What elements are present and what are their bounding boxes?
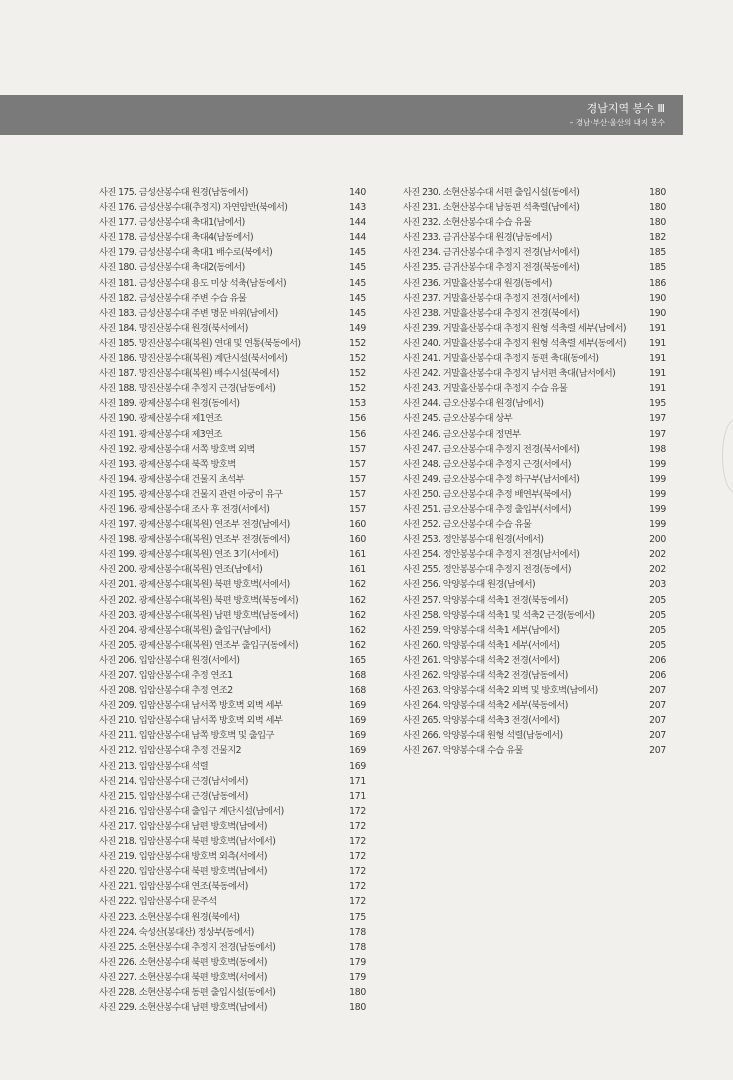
photo-index-entry bbox=[99, 547, 366, 562]
photo-caption: 사진 210. 입암산봉수대 남서쪽 방호벽 외벽 세부 bbox=[99, 715, 283, 727]
photo-index-entry bbox=[403, 608, 666, 623]
photo-index-entry bbox=[99, 306, 366, 321]
page-number: 165 bbox=[349, 654, 366, 666]
page-number: 180 bbox=[649, 202, 666, 214]
photo-caption: 사진 261. 악양봉수대 석축2 전경(서에서) bbox=[403, 654, 560, 666]
page-number: 162 bbox=[349, 609, 366, 621]
section-title: 경남지역 봉수 Ⅲ bbox=[586, 102, 665, 115]
photo-index-entry bbox=[403, 728, 666, 743]
photo-index-entry bbox=[99, 487, 366, 502]
page-number: 205 bbox=[649, 609, 666, 621]
photo-caption: 사진 230. 소현산봉수대 서편 출입시설(동에서) bbox=[403, 187, 580, 198]
page-number: 205 bbox=[649, 624, 666, 636]
photo-caption: 사진 182. 금성산봉수대 주변 수습 유물 bbox=[99, 292, 247, 304]
page-number: 171 bbox=[349, 775, 366, 787]
page-number: 207 bbox=[649, 715, 666, 727]
photo-caption: 사진 222. 입암산봉수대 문주석 bbox=[99, 896, 217, 908]
photo-index-entry bbox=[99, 185, 366, 200]
photo-index-entry bbox=[403, 200, 666, 215]
photo-caption: 사진 204. 광제산봉수대(복원) 출입구(남에서) bbox=[99, 624, 271, 636]
page-number: 199 bbox=[649, 519, 666, 531]
photo-index-entry bbox=[403, 517, 666, 532]
photo-caption: 사진 233. 금귀산봉수대 원경(남동에서) bbox=[403, 232, 552, 244]
page-number: 207 bbox=[649, 745, 666, 757]
photo-index-entry bbox=[403, 185, 666, 200]
photo-caption: 사진 186. 망진산봉수대(복원) 계단시설(북서에서) bbox=[99, 353, 288, 365]
photo-index-entry bbox=[99, 245, 366, 260]
photo-caption: 사진 225. 소현산봉수대 추정지 전경(남동에서) bbox=[99, 941, 276, 953]
photo-caption: 사진 185. 망진산봉수대(복원) 연대 및 연통(북동에서) bbox=[99, 337, 301, 349]
photo-index-entry bbox=[403, 698, 666, 713]
photo-index-entry bbox=[99, 789, 366, 804]
photo-caption: 사진 223. 소현산봉수대 원경(북에서) bbox=[99, 911, 240, 923]
photo-caption: 사진 262. 악양봉수대 석축2 전경(남동에서) bbox=[403, 670, 568, 681]
photo-index-entry bbox=[99, 925, 366, 940]
photo-index-entry bbox=[403, 577, 666, 592]
page-number: 152 bbox=[349, 337, 366, 349]
photo-index-entry bbox=[99, 653, 366, 668]
page-number: 207 bbox=[649, 685, 666, 697]
photo-index-entry bbox=[99, 743, 366, 758]
photo-caption: 사진 203. 광제산봉수대(복원) 남편 방호벽(남동에서) bbox=[99, 609, 299, 621]
photo-index-entry bbox=[99, 351, 366, 366]
page-number: 195 bbox=[649, 398, 666, 410]
photo-caption: 사진 180. 금성산봉수대 축대2(동에서) bbox=[99, 262, 245, 274]
photo-index-entry bbox=[403, 623, 666, 638]
photo-index-entry bbox=[403, 442, 666, 457]
page-number: 206 bbox=[649, 654, 666, 666]
photo-caption: 사진 244. 금오산봉수대 원경(남에서) bbox=[403, 398, 544, 410]
page-number: 180 bbox=[349, 1002, 366, 1014]
photo-caption: 사진 175. 금성산봉수대 원경(남동에서) bbox=[99, 187, 248, 198]
page-number: 180 bbox=[649, 217, 666, 229]
photo-caption: 사진 181. 금성산봉수대 용도 미상 석축(남동에서) bbox=[99, 277, 286, 289]
photo-index-entry bbox=[403, 562, 666, 577]
photo-caption: 사진 229. 소현산봉수대 남편 방호벽(남에서) bbox=[99, 1002, 267, 1014]
page-number: 168 bbox=[349, 685, 366, 697]
page-number: 179 bbox=[349, 971, 366, 983]
page-number: 172 bbox=[349, 836, 366, 848]
page-number: 169 bbox=[349, 745, 366, 757]
page-number: 157 bbox=[349, 443, 366, 455]
page-number: 169 bbox=[349, 730, 366, 742]
photo-caption: 사진 212. 입암산봉수대 추정 건물지2 bbox=[99, 745, 241, 757]
photo-caption: 사진 191. 광제산봉수대 제3연조 bbox=[99, 428, 222, 440]
page-number: 157 bbox=[349, 503, 366, 515]
photo-caption: 사진 248. 금오산봉수대 추정지 근경(서에서) bbox=[403, 458, 571, 470]
photo-index-entry bbox=[403, 457, 666, 472]
photo-index-entry bbox=[403, 291, 666, 306]
page-number: 157 bbox=[349, 488, 366, 500]
photo-caption: 사진 217. 입암산봉수대 남편 방호벽(남에서) bbox=[99, 820, 267, 832]
photo-caption: 사진 187. 망진산봉수대(복원) 배수시설(북에서) bbox=[99, 368, 279, 380]
photo-index-entry bbox=[99, 321, 366, 336]
page-number: 185 bbox=[649, 262, 666, 274]
photo-index-entry bbox=[99, 819, 366, 834]
page-number: 157 bbox=[349, 473, 366, 485]
page-number: 185 bbox=[649, 247, 666, 259]
page-number: 198 bbox=[649, 443, 666, 455]
page-number: 205 bbox=[649, 594, 666, 606]
page-number: 156 bbox=[349, 428, 366, 440]
page-number: 199 bbox=[649, 458, 666, 470]
photo-caption: 사진 243. 거말흘산봉수대 추정지 수습 유물 bbox=[403, 383, 568, 395]
photo-caption: 사진 199. 광제산봉수대(복원) 연조 3기(서에서) bbox=[99, 549, 279, 561]
photo-index-entry bbox=[403, 336, 666, 351]
photo-caption: 사진 184. 망진산봉수대 원경(북서에서) bbox=[99, 322, 248, 334]
photo-caption: 사진 195. 광제산봉수대 건물지 관련 아궁이 유구 bbox=[99, 488, 283, 500]
photo-caption: 사진 267. 악양봉수대 수습 유물 bbox=[403, 745, 523, 757]
photo-caption: 사진 198. 광제산봉수대(복원) 연조부 전경(동에서) bbox=[99, 534, 290, 546]
page-number: 199 bbox=[649, 503, 666, 515]
photo-caption: 사진 218. 입암산봉수대 북편 방호벽(남서에서) bbox=[99, 836, 276, 848]
page-number: 179 bbox=[349, 956, 366, 968]
photo-index-entry bbox=[99, 638, 366, 653]
photo-caption: 사진 237. 거말흘산봉수대 추정지 전경(서에서) bbox=[403, 292, 580, 304]
photo-index-entry bbox=[99, 411, 366, 426]
photo-index-entry bbox=[99, 864, 366, 879]
photo-caption: 사진 251. 금오산봉수대 추정 출입부(서에서) bbox=[403, 503, 571, 515]
photo-index-entry bbox=[99, 276, 366, 291]
photo-caption: 사진 246. 금오산봉수대 정면부 bbox=[403, 428, 521, 440]
photo-caption: 사진 247. 금오산봉수대 추정지 전경(북서에서) bbox=[403, 443, 580, 455]
photo-index-entry bbox=[99, 985, 366, 1000]
photo-index-entry bbox=[99, 608, 366, 623]
photo-index-entry bbox=[99, 683, 366, 698]
photo-index-entry bbox=[403, 547, 666, 562]
photo-index-entry bbox=[99, 427, 366, 442]
page-number: 168 bbox=[349, 670, 366, 681]
photo-index-entry bbox=[99, 517, 366, 532]
photo-index-entry bbox=[99, 260, 366, 275]
photo-caption: 사진 213. 입암산봉수대 석렬 bbox=[99, 760, 209, 772]
page-number: 206 bbox=[649, 670, 666, 681]
photo-index-entry bbox=[403, 411, 666, 426]
photo-caption: 사진 219. 입암산봉수대 방호벽 외측(서에서) bbox=[99, 851, 267, 863]
photo-caption: 사진 228. 소현산봉수대 동편 출입시설(동에서) bbox=[99, 986, 276, 998]
photo-caption: 사진 227. 소현산봉수대 북편 방호벽(서에서) bbox=[99, 971, 267, 983]
photo-caption: 사진 226. 소현산봉수대 북편 방호벽(동에서) bbox=[99, 956, 267, 968]
page-number: 160 bbox=[349, 519, 366, 531]
page-number: 162 bbox=[349, 594, 366, 606]
photo-caption: 사진 201. 광제산봉수대(복원) 북편 방호벽(서에서) bbox=[99, 579, 290, 591]
photo-index-entry bbox=[99, 955, 366, 970]
photo-caption: 사진 232. 소현산봉수대 수습 유물 bbox=[403, 217, 532, 229]
photo-index-entry bbox=[403, 638, 666, 653]
page-number: 145 bbox=[349, 277, 366, 289]
photo-index-entry bbox=[99, 728, 366, 743]
photo-caption: 사진 239. 거말흘산봉수대 추정지 원형 석축렬 세부(남에서) bbox=[403, 322, 626, 334]
photo-caption: 사진 188. 망진산봉수대 추정지 근경(남동에서) bbox=[99, 383, 276, 395]
photo-index-entry bbox=[403, 276, 666, 291]
page-number: 178 bbox=[349, 926, 366, 938]
photo-index-entry bbox=[99, 457, 366, 472]
photo-index-entry bbox=[403, 532, 666, 547]
page-number: 162 bbox=[349, 579, 366, 591]
page-number: 190 bbox=[649, 307, 666, 319]
photo-caption: 사진 254. 정안봉봉수대 추정지 전경(남서에서) bbox=[403, 549, 580, 561]
photo-caption: 사진 189. 광제산봉수대 원경(동에서) bbox=[99, 398, 240, 410]
photo-index-entry bbox=[99, 336, 366, 351]
page-number: 161 bbox=[349, 564, 366, 576]
photo-index-entry bbox=[403, 743, 666, 758]
photo-index-entry bbox=[99, 532, 366, 547]
photo-caption: 사진 183. 금성산봉수대 주변 명문 바위(남에서) bbox=[99, 307, 278, 319]
photo-index-entry bbox=[403, 668, 666, 683]
page-number: 161 bbox=[349, 549, 366, 561]
photo-index-entry bbox=[99, 804, 366, 819]
photo-caption: 사진 197. 광제산봉수대(복원) 연조부 전경(남에서) bbox=[99, 519, 290, 531]
page-number: 145 bbox=[349, 262, 366, 274]
photo-caption: 사진 209. 입암산봉수대 남서쪽 방호벽 외벽 세부 bbox=[99, 700, 283, 712]
photo-index-entry bbox=[99, 562, 366, 577]
page-number: 162 bbox=[349, 639, 366, 651]
photo-caption: 사진 220. 입암산봉수대 북편 방호벽(남에서) bbox=[99, 866, 267, 878]
photo-caption: 사진 242. 거말흘산봉수대 추정지 남서편 축대(남서에서) bbox=[403, 368, 616, 380]
photo-index-entry bbox=[403, 230, 666, 245]
page-number: 152 bbox=[349, 353, 366, 365]
page-number: 169 bbox=[349, 760, 366, 772]
photo-index-entry bbox=[403, 351, 666, 366]
photo-caption: 사진 214. 입암산봉수대 근경(남서에서) bbox=[99, 775, 248, 787]
photo-caption: 사진 255. 정안봉봉수대 추정지 전경(동에서) bbox=[403, 564, 571, 576]
page-number: 186 bbox=[649, 277, 666, 289]
page-number: 169 bbox=[349, 715, 366, 727]
page-number: 200 bbox=[649, 534, 666, 546]
photo-caption: 사진 221. 입암산봉수대 연조(북동에서) bbox=[99, 881, 248, 893]
photo-caption: 사진 178. 금성산봉수대 축대4(남동에서) bbox=[99, 232, 254, 244]
photo-index-entry bbox=[99, 366, 366, 381]
photo-caption: 사진 179. 금성산봉수대 축대1 배수로(북에서) bbox=[99, 247, 273, 259]
photo-caption: 사진 266. 악양봉수대 원형 석렬(남동에서) bbox=[403, 730, 563, 742]
photo-caption: 사진 259. 악양봉수대 석축1 세부(남에서) bbox=[403, 624, 560, 636]
page-number: 145 bbox=[349, 247, 366, 259]
photo-index-entry bbox=[99, 1000, 366, 1015]
photo-index-entry bbox=[99, 713, 366, 728]
photo-caption: 사진 208. 입암산봉수대 추정 연조2 bbox=[99, 685, 233, 697]
page-number: 202 bbox=[649, 549, 666, 561]
photo-caption: 사진 263. 악양봉수대 석축2 외벽 및 방호벽(남에서) bbox=[403, 685, 598, 697]
photo-caption: 사진 177. 금성산봉수대 축대1(남에서) bbox=[99, 217, 245, 229]
photo-index-entry bbox=[99, 472, 366, 487]
page-number: 144 bbox=[349, 217, 366, 229]
page-number: 169 bbox=[349, 700, 366, 712]
photo-index-entry bbox=[403, 366, 666, 381]
photo-index-entry bbox=[403, 683, 666, 698]
page-number: 172 bbox=[349, 896, 366, 908]
page-number: 156 bbox=[349, 413, 366, 425]
photo-index-entry bbox=[99, 879, 366, 894]
photo-index-entry bbox=[403, 215, 666, 230]
page-number: 191 bbox=[649, 322, 666, 334]
photo-caption: 사진 224. 숙성산(봉대산) 정상부(동에서) bbox=[99, 926, 254, 938]
photo-index-entry bbox=[99, 910, 366, 925]
photo-index-entry bbox=[403, 260, 666, 275]
photo-caption: 사진 216. 입암산봉수대 출입구 계단시설(남에서) bbox=[99, 805, 284, 817]
photo-index-entry bbox=[403, 502, 666, 517]
page-number: 149 bbox=[349, 322, 366, 334]
page-number: 191 bbox=[649, 383, 666, 395]
photo-caption: 사진 252. 금오산봉수대 수습 유물 bbox=[403, 519, 532, 531]
photo-index-entry bbox=[99, 381, 366, 396]
page-number: 205 bbox=[649, 639, 666, 651]
photo-index-entry bbox=[99, 834, 366, 849]
page-number: 144 bbox=[349, 232, 366, 244]
photo-caption: 사진 264. 악양봉수대 석축2 세부(북동에서) bbox=[403, 700, 568, 712]
page-number: 191 bbox=[649, 368, 666, 380]
page-number: 140 bbox=[349, 187, 366, 198]
page-number: 143 bbox=[349, 202, 366, 214]
photo-index-entry bbox=[99, 774, 366, 789]
photo-index-entry bbox=[99, 442, 366, 457]
page-number: 172 bbox=[349, 851, 366, 863]
photo-index-entry bbox=[403, 713, 666, 728]
page-number: 207 bbox=[649, 700, 666, 712]
page-number: 199 bbox=[649, 488, 666, 500]
photo-caption: 사진 215. 입암산봉수대 근경(남동에서) bbox=[99, 790, 248, 802]
photo-index-entry bbox=[99, 396, 366, 411]
photo-caption: 사진 207. 입암산봉수대 추정 연조1 bbox=[99, 670, 233, 681]
page-number: 153 bbox=[349, 398, 366, 410]
section-subtitle: – 경남·부산·울산의 내지 봉수 bbox=[569, 118, 665, 127]
page-number: 197 bbox=[649, 413, 666, 425]
page-number: 152 bbox=[349, 368, 366, 380]
page-number: 191 bbox=[649, 353, 666, 365]
photo-index-entry bbox=[99, 698, 366, 713]
page-number: 180 bbox=[349, 986, 366, 998]
page-number: 191 bbox=[649, 337, 666, 349]
photo-caption: 사진 258. 악양봉수대 석축1 및 석축2 근경(동에서) bbox=[403, 609, 595, 621]
page-number: 172 bbox=[349, 881, 366, 893]
photo-index-entry bbox=[403, 472, 666, 487]
page-number: 172 bbox=[349, 820, 366, 832]
page-number: 199 bbox=[649, 473, 666, 485]
page-number: 160 bbox=[349, 534, 366, 546]
photo-caption: 사진 249. 금오산봉수대 추정 하구부(남서에서) bbox=[403, 473, 580, 485]
photo-caption: 사진 240. 거말흘산봉수대 추정지 원형 석축렬 세부(동에서) bbox=[403, 337, 626, 349]
photo-caption: 사진 206. 입암산봉수대 원경(서에서) bbox=[99, 654, 240, 666]
photo-caption: 사진 235. 금귀산봉수대 추정지 전경(북동에서) bbox=[403, 262, 580, 274]
photo-caption: 사진 260. 악양봉수대 석축1 세부(서에서) bbox=[403, 639, 560, 651]
photo-index-entry bbox=[403, 593, 666, 608]
photo-caption: 사진 238. 거말흘산봉수대 추정지 전경(북에서) bbox=[403, 307, 580, 319]
photo-index-entry bbox=[99, 849, 366, 864]
page-number: 157 bbox=[349, 458, 366, 470]
photo-index-entry bbox=[403, 653, 666, 668]
photo-index-entry bbox=[403, 381, 666, 396]
photo-index-entry bbox=[99, 577, 366, 592]
photo-index-left-column bbox=[99, 185, 366, 1015]
page-number: 203 bbox=[649, 579, 666, 591]
photo-index-entry bbox=[99, 668, 366, 683]
photo-caption: 사진 205. 광제산봉수대(복원) 연조부 출입구(동에서) bbox=[99, 639, 299, 651]
photo-caption: 사진 194. 광제산봉수대 건물지 초석부 bbox=[99, 473, 245, 485]
photo-caption: 사진 245. 금오산봉수대 상부 bbox=[403, 413, 513, 425]
photo-index-entry bbox=[403, 306, 666, 321]
photo-index-entry bbox=[99, 940, 366, 955]
photo-index-entry bbox=[99, 593, 366, 608]
page-number: 171 bbox=[349, 790, 366, 802]
page-number: 202 bbox=[649, 564, 666, 576]
photo-caption: 사진 234. 금귀산봉수대 추정지 전경(남서에서) bbox=[403, 247, 580, 259]
photo-index-entry bbox=[99, 200, 366, 215]
page-number: 182 bbox=[649, 232, 666, 244]
page-number: 145 bbox=[349, 292, 366, 304]
photo-caption: 사진 265. 악양봉수대 석축3 전경(서에서) bbox=[403, 715, 560, 727]
photo-caption: 사진 241. 거말흘산봉수대 추정지 동편 축대(동에서) bbox=[403, 353, 599, 365]
photo-caption: 사진 196. 광제산봉수대 조사 후 전경(서에서) bbox=[99, 503, 270, 515]
photo-caption: 사진 190. 광제산봉수대 제1연조 bbox=[99, 413, 222, 425]
photo-index-entry bbox=[403, 396, 666, 411]
page-number: 175 bbox=[349, 911, 366, 923]
page-edge-shadow bbox=[722, 420, 733, 492]
photo-index-entry bbox=[99, 291, 366, 306]
photo-caption: 사진 256. 악양봉수대 원경(남에서) bbox=[403, 579, 535, 591]
photo-index-entry bbox=[99, 970, 366, 985]
photo-caption: 사진 176. 금성산봉수대(추정지) 자연암반(북에서) bbox=[99, 202, 288, 214]
photo-index-entry bbox=[99, 230, 366, 245]
page-number: 172 bbox=[349, 805, 366, 817]
photo-index-entry bbox=[99, 894, 366, 909]
photo-caption: 사진 231. 소현산봉수대 남동편 석축렬(남에서) bbox=[403, 202, 580, 214]
page-number: 207 bbox=[649, 730, 666, 742]
photo-index-entry bbox=[99, 759, 366, 774]
photo-index-entry bbox=[403, 487, 666, 502]
page-number: 178 bbox=[349, 941, 366, 953]
page-number: 190 bbox=[649, 292, 666, 304]
photo-index-entry bbox=[403, 321, 666, 336]
photo-index-entry bbox=[403, 245, 666, 260]
header-band bbox=[0, 95, 683, 135]
photo-caption: 사진 193. 광제산봉수대 북쪽 방호벽 bbox=[99, 458, 236, 470]
photo-caption: 사진 236. 거말흘산봉수대 원경(동에서) bbox=[403, 277, 552, 289]
page-number: 162 bbox=[349, 624, 366, 636]
photo-caption: 사진 257. 악양봉수대 석축1 전경(북동에서) bbox=[403, 594, 568, 606]
photo-caption: 사진 250. 금오산봉수대 추정 배연부(북에서) bbox=[403, 488, 571, 500]
photo-index-entry bbox=[403, 427, 666, 442]
page-number: 172 bbox=[349, 866, 366, 878]
page-number: 180 bbox=[649, 187, 666, 198]
photo-index-entry bbox=[99, 623, 366, 638]
photo-index-entry bbox=[99, 215, 366, 230]
photo-caption: 사진 202. 광제산봉수대(복원) 북편 방호벽(북동에서) bbox=[99, 594, 299, 606]
photo-index-entry bbox=[99, 502, 366, 517]
photo-caption: 사진 192. 광제산봉수대 서쪽 방호벽 외벽 bbox=[99, 443, 255, 455]
page-number: 145 bbox=[349, 307, 366, 319]
photo-index-right-column bbox=[403, 185, 666, 759]
page-number: 152 bbox=[349, 383, 366, 395]
photo-caption: 사진 200. 광제산봉수대(복원) 연조(남에서) bbox=[99, 564, 263, 576]
photo-caption: 사진 253. 정안봉봉수대 원경(서에서) bbox=[403, 534, 544, 546]
photo-caption: 사진 211. 입암산봉수대 남쪽 방호벽 및 출입구 bbox=[99, 730, 274, 742]
page-number: 197 bbox=[649, 428, 666, 440]
